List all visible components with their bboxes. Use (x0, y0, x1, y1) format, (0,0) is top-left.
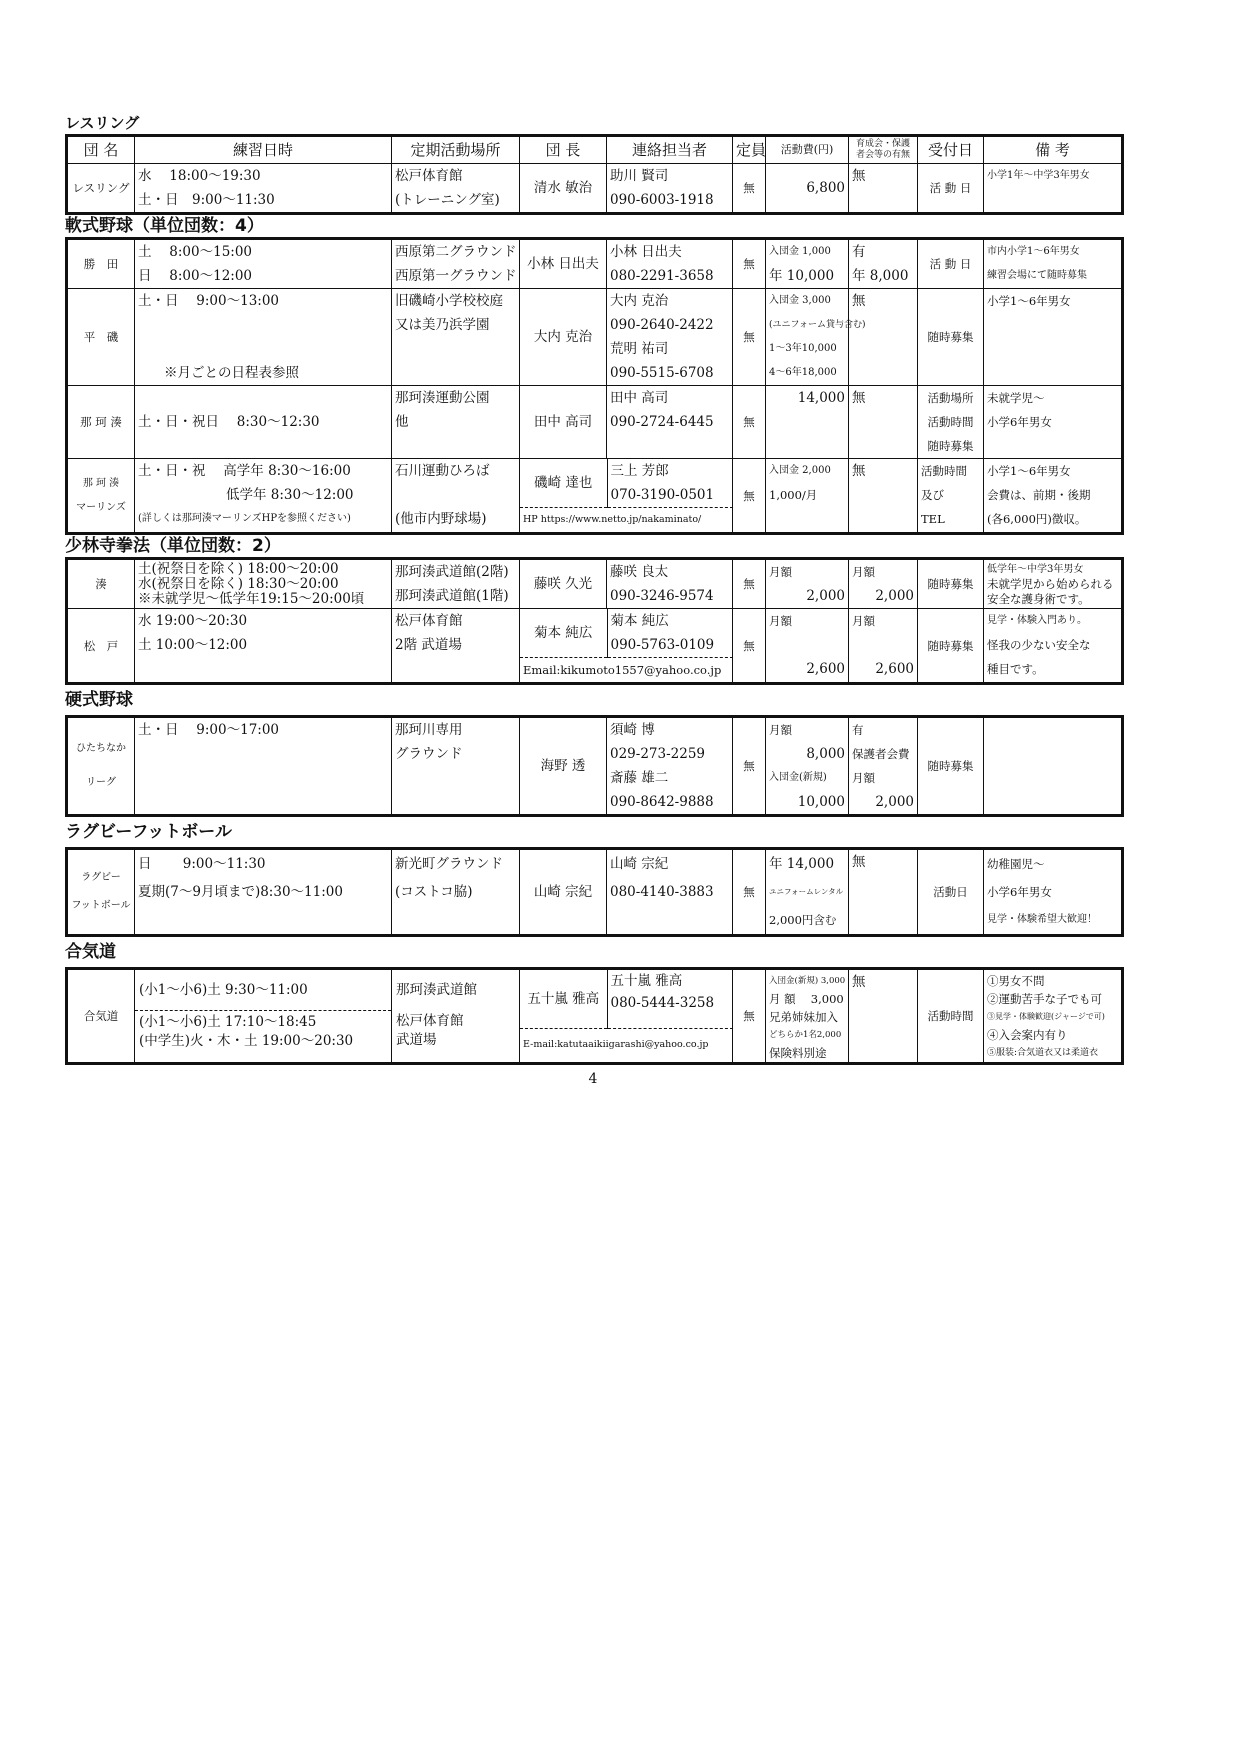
fee: 入団金 2,000 1,000/月 (766, 459, 849, 534)
practice-place: 石川運動ひろば (他市内野球場) (392, 459, 520, 534)
homepage-url: HP https://www.netto.jp/nakaminato/ (520, 508, 733, 533)
fee: 14,000 (766, 386, 849, 459)
practice-place: 那珂川専用 グラウンド (392, 717, 520, 816)
practice-place: 那珂湊武道館 松戸体育館 武道場 (392, 969, 520, 1064)
practice-place: 松戸体育館 2階 武道場 (392, 609, 520, 684)
reception: 随時募集 (918, 289, 984, 386)
reception: 活動場所 活動時間 随時募集 (918, 386, 984, 459)
table-softball (65, 237, 1124, 535)
club-name: レスリング (67, 164, 135, 214)
section-title-rugby: ラグビーフットボール (65, 822, 232, 842)
table-row (67, 164, 1123, 214)
contact: 小林 日出夫 080-2291-3658 (607, 239, 733, 289)
leader: 清水 敏治 (520, 164, 607, 214)
table-row (67, 717, 1123, 816)
section-title-kempo: 少林寺拳法（単位団数：2） (65, 536, 281, 556)
contact: 三上 芳郎 070-3190-0501 (610, 463, 715, 503)
fee: 6,800 (766, 164, 849, 214)
fee: 月額 2,000 (766, 559, 849, 609)
practice-time: (小1〜小6)土 9:30〜11:00 (小1〜小6)土 17:10〜18:45 (中学生)火・木・土 19:00〜20:30 (135, 969, 392, 1064)
email: Email:kikumoto1557@yahoo.co.jp (520, 658, 733, 683)
club-name: 勝 田 (67, 239, 135, 289)
capacity: 無 (733, 289, 766, 386)
club-name: 合気道 (67, 969, 135, 1064)
table-aikido (65, 967, 1124, 1065)
parent-association: 有 年 8,000 (849, 239, 918, 289)
practice-place: 旧磯崎小学校校庭 又は美乃浜学園 (392, 289, 520, 386)
leader-contact-inner (520, 459, 733, 532)
club-name: ひたちなか リーグ (67, 717, 135, 816)
club-name: ラグビー フットボール (67, 849, 135, 936)
practice-place: 西原第二グラウンド 西原第一グラウンド (392, 239, 520, 289)
header-cell: 備 考 (984, 136, 1123, 164)
header-cell: 団 長 (520, 136, 607, 164)
leader-contact-cell (520, 609, 733, 684)
table-row (67, 609, 1123, 684)
document-page (65, 112, 1121, 1087)
fee: 月額 8,000 入団金(新規) 10,000 (766, 717, 849, 816)
club-name: 湊 (67, 559, 135, 609)
reception: 活 動 日 (918, 164, 984, 214)
club-name: 那 珂 湊 (67, 386, 135, 459)
capacity: 無 (733, 969, 766, 1064)
club-name: 松 戸 (67, 609, 135, 684)
table-row (67, 559, 1123, 609)
practice-time: 水 19:00〜20:30 土 10:00〜12:00 (135, 609, 392, 684)
practice-place: 松戸体育館 (トレーニング室) (392, 164, 520, 214)
parent-association: 無 (849, 289, 918, 386)
header-cell: 受付日 (918, 136, 984, 164)
note: 小学1〜6年男女 会費は、前期・後期 (各6,000円)徴収。 (984, 459, 1123, 534)
header-cell: 活動費(円) (766, 136, 849, 164)
reception: 活 動 日 (918, 239, 984, 289)
parent-association: 月額 2,600 (849, 609, 918, 684)
contact: 助川 賢司 090-6003-1918 (607, 164, 733, 214)
club-name: 平 磯 (67, 289, 135, 386)
parent-association: 無 (849, 459, 918, 534)
header-cell: 育成会・保護者会等の有無 (849, 136, 918, 164)
contact: 五十嵐 雅高 080-5444-3258 (610, 973, 715, 1011)
practice-time: 土・日 9:00〜17:00 (135, 717, 392, 816)
practice-place: 那珂湊運動公園 他 (392, 386, 520, 459)
leader-contact-inner (520, 970, 733, 1061)
table-row (67, 849, 1123, 936)
fee: 月額 2,600 (766, 609, 849, 684)
section-title-aikido: 合気道 (65, 942, 116, 962)
parent-association: 無 (849, 849, 918, 936)
reception: 活動日 (918, 849, 984, 936)
table-hardball (65, 715, 1124, 817)
reception: 随時募集 (918, 609, 984, 684)
capacity: 無 (733, 849, 766, 936)
contact: 大内 克治 090-2640-2422 荒明 祐司 090-5515-6708 (607, 289, 733, 386)
section-title-softball: 軟式野球（単位団数：4） (65, 216, 264, 236)
capacity: 無 (733, 559, 766, 609)
leader-contact-inner (520, 609, 733, 682)
capacity: 無 (733, 386, 766, 459)
leader: 藤咲 久光 (520, 559, 607, 609)
practice-place: 那珂湊武道館(2階) 那珂湊武道館(1階) (392, 559, 520, 609)
fee: 年 14,000 ユニフォームレンタル 2,000円含む (766, 849, 849, 936)
table-row (67, 969, 1123, 1064)
table-kempo (65, 557, 1124, 685)
leader-contact-cell (520, 459, 733, 534)
header-cell: 団 名 (67, 136, 135, 164)
parent-association: 無 (849, 164, 918, 214)
leader: 菊本 純広 (520, 609, 607, 658)
parent-association: 有 保護者会費 月額 2,000 (849, 717, 918, 816)
fee: 入団金 3,000 (ユニフォーム貸与含む) 1〜3年10,000 4〜6年18,000 (766, 289, 849, 386)
note: 低学年〜中学3年男女 未就学児から始められる 安全な護身術です。 (984, 559, 1123, 609)
note: 未就学児〜 小学6年男女 (984, 386, 1123, 459)
section-title-wrestling: レスリング (65, 114, 140, 132)
table-rugby (65, 847, 1124, 937)
capacity: 無 (733, 459, 766, 534)
parent-association: 月額 2,000 (849, 559, 918, 609)
table-row (67, 459, 1123, 534)
note: 幼稚園児〜 小学6年男女 見学・体験希望大歓迎！ (984, 849, 1123, 936)
table-row (67, 239, 1123, 289)
section-title-hardball: 硬式野球 (65, 690, 133, 710)
email: E-mail:katutaaikiigarashi@yahoo.co.jp (520, 1029, 733, 1062)
contact: 山崎 宗紀 080-4140-3883 (607, 849, 733, 936)
leader-contact-cell (520, 969, 733, 1064)
leader: 山崎 宗紀 (520, 849, 607, 936)
fee: 入団金 1,000 年 10,000 (766, 239, 849, 289)
leader: 海野 透 (520, 717, 607, 816)
table-row (67, 386, 1123, 459)
header-cell: 連絡担当者 (607, 136, 733, 164)
practice-time: 土・日・祝 高学年 8:30〜16:00 低学年 8:30〜12:00 (詳しくは那珂湊マーリンズHPを参照ください) (135, 459, 392, 534)
note: 見学・体験入門あり。 怪我の少ない安全な 種目です。 (984, 609, 1123, 684)
capacity: 無 (733, 164, 766, 214)
reception: 随時募集 (918, 717, 984, 816)
table-wrestling (65, 134, 1124, 215)
note: 小学1〜6年男女 (984, 289, 1123, 386)
practice-time: 土・日・祝日 8:30〜12:30 (135, 386, 392, 459)
practice-time: 土・日 9:00〜13:00 ※月ごとの日程表参照 (135, 289, 392, 386)
header-cell: 定期活動場所 (392, 136, 520, 164)
leader: 五十嵐 雅高 (520, 970, 607, 1029)
note: ①男女不問 ②運動苦手な子でも可 ③見学・体験歓迎(ジャージで可) ④入会案内有り ⑤服装:合気道衣又は柔道衣 (984, 969, 1123, 1064)
leader: 田中 高司 (520, 386, 607, 459)
header-cell: 定員 (733, 136, 766, 164)
page-number: 4 (588, 1071, 598, 1087)
contact: 田中 高司 090-2724-6445 (607, 386, 733, 459)
practice-time: 水 18:00〜19:30 土・日 9:00〜11:30 (135, 164, 392, 214)
fee: 入団金(新規) 3,000 月 額 3,000 兄弟姉妹加入 どちらか1名2,000 保険料別途 (766, 969, 849, 1064)
capacity: 無 (733, 239, 766, 289)
leader: 大内 克治 (520, 289, 607, 386)
contact: 須崎 博 029-273-2259 斎藤 雄二 090-8642-9888 (607, 717, 733, 816)
contact: 藤咲 良太 090-3246-9574 (607, 559, 733, 609)
capacity: 無 (733, 717, 766, 816)
header-cell: 練習日時 (135, 136, 392, 164)
reception: 随時募集 (918, 559, 984, 609)
club-name: 那 珂 湊 マーリンズ (67, 459, 135, 534)
table-row (67, 289, 1123, 386)
practice-time: 土 8:00〜15:00 日 8:00〜12:00 (135, 239, 392, 289)
reception: 活動時間 及び TEL (918, 459, 984, 534)
note: 市内小学1〜6年男女 練習会場にて随時募集 (984, 239, 1123, 289)
note: 小学1年〜中学3年男女 (984, 164, 1123, 214)
practice-place: 新光町グラウンド (コストコ脇) (392, 849, 520, 936)
contact: 菊本 純広 090-5763-0109 (610, 613, 715, 653)
practice-time: 日 9:00〜11:30 夏期(7〜9月頃まで)8:30〜11:00 (135, 849, 392, 936)
table-header-row (67, 136, 1123, 164)
parent-association: 無 (849, 969, 918, 1064)
practice-time: 土(祝祭日を除く) 18:00〜20:00 水(祝祭日を除く) 18:30〜20:00 ※未就学児〜低学年19:15〜20:00頃 (135, 559, 392, 609)
note (984, 717, 1123, 816)
parent-association: 無 (849, 386, 918, 459)
leader: 小林 日出夫 (520, 239, 607, 289)
capacity: 無 (733, 609, 766, 684)
reception: 活動時間 (918, 969, 984, 1064)
leader: 磯崎 達也 (520, 459, 607, 508)
